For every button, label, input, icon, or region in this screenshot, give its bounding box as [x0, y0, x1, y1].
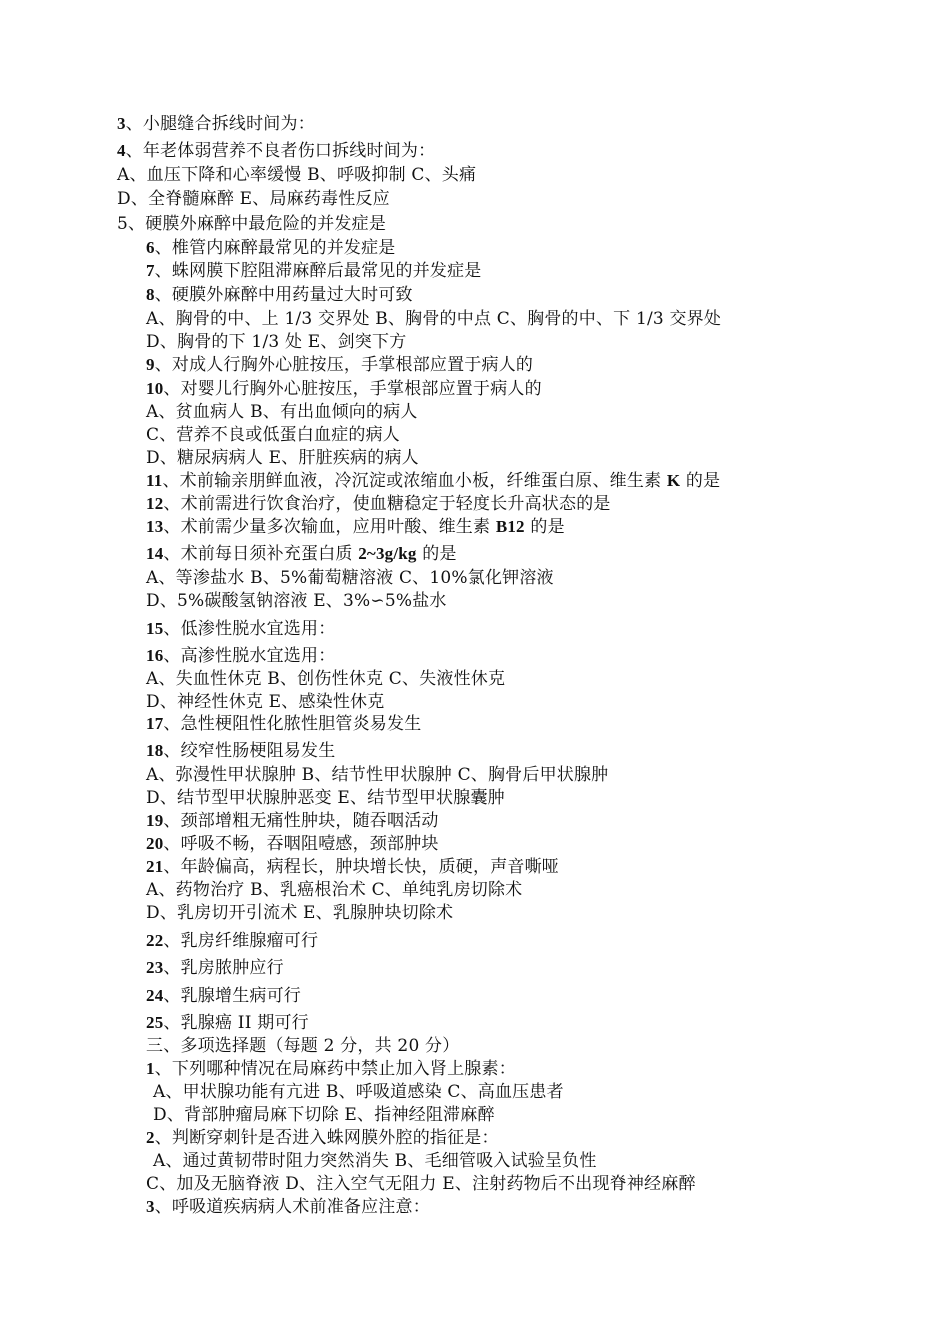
question-text: 、椎管内麻醉最常见的并发症是	[154, 238, 396, 258]
option-line: D、背部肿瘤局麻下切除 E、指神经阻滞麻醉	[153, 1105, 495, 1125]
vitamin-label: K	[666, 471, 681, 490]
question-text: 、乳房纤维腺瘤可行	[163, 931, 319, 951]
question-text: 、小腿缝合拆线时间为：	[125, 114, 315, 134]
question-number: 15	[146, 619, 164, 638]
question-25	[146, 1012, 309, 1034]
question-text: 、年老体弱营养不良者伤口拆线时间为：	[125, 141, 436, 161]
question-text: 、术前每日须补充蛋白质	[163, 544, 359, 564]
question-text: 、乳腺癌 II 期可行	[163, 1013, 309, 1033]
question-number: 9	[146, 355, 155, 374]
question-number: 19	[146, 811, 164, 830]
option-line: A、血压下降和心率缓慢 B、呼吸抑制 C、头痛	[117, 165, 477, 185]
question-18	[146, 740, 335, 762]
question-number: 2	[146, 1128, 155, 1147]
question-number: 1	[146, 1059, 155, 1078]
question-number: 13	[146, 517, 164, 536]
option-line: D、乳房切开引流术 E、乳腺肿块切除术	[146, 903, 454, 923]
option-line: D、全脊髓麻醉 E、局麻药毒性反应	[117, 189, 390, 209]
multi-question-3	[146, 1196, 430, 1218]
question-10	[146, 378, 542, 400]
option-line: A、弥漫性甲状腺肿 B、结节性甲状腺肿 C、胸骨后甲状腺肿	[146, 765, 609, 785]
option-line: A、通过黄韧带时阻力突然消失 B、毛细管吸入试验呈负性	[153, 1151, 597, 1171]
option-line: D、神经性休克 E、感染性休克	[146, 692, 385, 712]
question-17	[146, 713, 421, 735]
option-line: A、失血性休克 B、创伤性休克 C、失液性休克	[146, 669, 506, 689]
option-line: D、结节型甲状腺肿恶变 E、结节型甲状腺囊肿	[146, 788, 505, 808]
multi-question-1	[146, 1058, 516, 1080]
question-number: 3	[146, 1197, 155, 1216]
option-line: A、甲状腺功能有亢进 B、呼吸道感染 C、高血压患者	[153, 1082, 564, 1102]
question-14	[146, 543, 457, 565]
question-number: 18	[146, 741, 164, 760]
question-number: 8	[146, 285, 155, 304]
question-9	[146, 354, 533, 376]
option-line: C、营养不良或低蛋白血症的病人	[146, 425, 401, 445]
question-text: 、低渗性脱水宜选用：	[163, 619, 336, 639]
option-line: A、药物治疗 B、乳癌根治术 C、单纯乳房切除术	[146, 880, 523, 900]
question-number: 20	[146, 834, 164, 853]
question-3	[117, 113, 315, 135]
question-number: 7	[146, 261, 155, 280]
question-number: 22	[146, 931, 164, 950]
question-13	[146, 516, 565, 538]
option-line: A、胸骨的中、上 1/3 交界处 B、胸骨的中点 C、胸骨的中、下 1/3 交界处	[146, 309, 722, 329]
question-text-end: 的是	[416, 544, 457, 564]
option-line: D、5%碳酸氢钠溶液 E、3%∽5%盐水	[146, 591, 447, 611]
question-number: 16	[146, 646, 164, 665]
question-20	[146, 833, 439, 855]
option-line: D、胸骨的下 1/3 处 E、剑突下方	[146, 332, 407, 352]
question-text-end: 的是	[680, 471, 721, 491]
question-text: 、下列哪种情况在局麻药中禁止加入肾上腺素：	[154, 1059, 516, 1079]
option-line: D、糖尿病病人 E、肝脏疾病的病人	[146, 448, 419, 468]
question-text: 、术前需进行饮食治疗，使血糖稳定于轻度长升高状态的是	[163, 494, 611, 514]
question-text: 、术前需少量多次输血，应用叶酸、维生素	[163, 517, 496, 537]
question-text-end: 的是	[524, 517, 565, 537]
question-number: 14	[146, 544, 164, 563]
question-number: 10	[146, 379, 164, 398]
question-text: 、颈部增粗无痛性肿块，随吞咽活动	[163, 811, 439, 831]
option-line: C、加及无脑脊液 D、注入空气无阻力 E、注射药物后不出现脊神经麻醉	[146, 1174, 696, 1194]
question-6	[146, 237, 396, 259]
question-23	[146, 957, 284, 979]
question-text: 、急性梗阻性化脓性胆管炎易发生	[163, 714, 422, 734]
question-number: 12	[146, 494, 164, 513]
question-number: 11	[146, 471, 163, 490]
question-22	[146, 930, 318, 952]
dose-label: 2~3g/kg	[358, 544, 417, 563]
multi-question-2	[146, 1127, 499, 1149]
question-text: 、蛛网膜下腔阻滞麻醉后最常见的并发症是	[154, 261, 482, 281]
question-number: 3	[117, 114, 126, 133]
question-15	[146, 618, 335, 640]
question-16	[146, 645, 335, 667]
question-text: 、高渗性脱水宜选用：	[163, 646, 336, 666]
question-text: 、对成人行胸外心脏按压，手掌根部应置于病人的	[154, 355, 534, 375]
question-12	[146, 493, 611, 515]
question-text: 、对婴儿行胸外心脏按压，手掌根部应置于病人的	[163, 379, 542, 399]
question-number: 21	[146, 857, 164, 876]
question-text: 、呼吸道疾病病人术前准备应注意：	[154, 1197, 430, 1217]
section-heading: 三、多项选择题（每题 2 分，共 20 分）	[146, 1036, 460, 1056]
question-text: 、乳房脓肿应行	[163, 958, 284, 978]
question-24	[146, 985, 301, 1007]
question-number: 25	[146, 1013, 164, 1032]
question-text: 、呼吸不畅，吞咽阻噎感，颈部肿块	[163, 834, 439, 854]
question-number: 24	[146, 986, 164, 1005]
question-number: 23	[146, 958, 164, 977]
question-text: 、硬膜外麻醉中用药量过大时可致	[154, 285, 413, 305]
question-text: 、判断穿刺针是否进入蛛网膜外腔的指征是：	[154, 1128, 499, 1148]
option-line: A、贫血病人 B、有出血倾向的病人	[146, 402, 418, 422]
question-8	[146, 284, 413, 306]
question-text: 、绞窄性肠梗阻易发生	[163, 741, 336, 761]
question-11	[146, 470, 720, 492]
question-19	[146, 810, 439, 832]
question-number: 17	[146, 714, 164, 733]
question-number: 6	[146, 238, 155, 257]
question-text: 、乳腺增生病可行	[163, 986, 302, 1006]
question-text: 、年龄偏高，病程长，肿块增长快，质硬，声音嘶哑	[163, 857, 560, 877]
vitamin-label: B12	[495, 517, 525, 536]
question-number: 4	[117, 141, 126, 160]
question-7	[146, 260, 482, 282]
question-4	[117, 140, 435, 162]
option-line: A、等渗盐水 B、5%葡萄糖溶液 C、10%氯化钾溶液	[146, 568, 554, 588]
question-5: 5、硬膜外麻醉中最危险的并发症是	[117, 214, 387, 234]
question-text: 、术前输亲朋鲜血液，冷沉淀或浓缩血小板，纤维蛋白原、维生素	[162, 471, 667, 491]
question-21	[146, 856, 559, 878]
